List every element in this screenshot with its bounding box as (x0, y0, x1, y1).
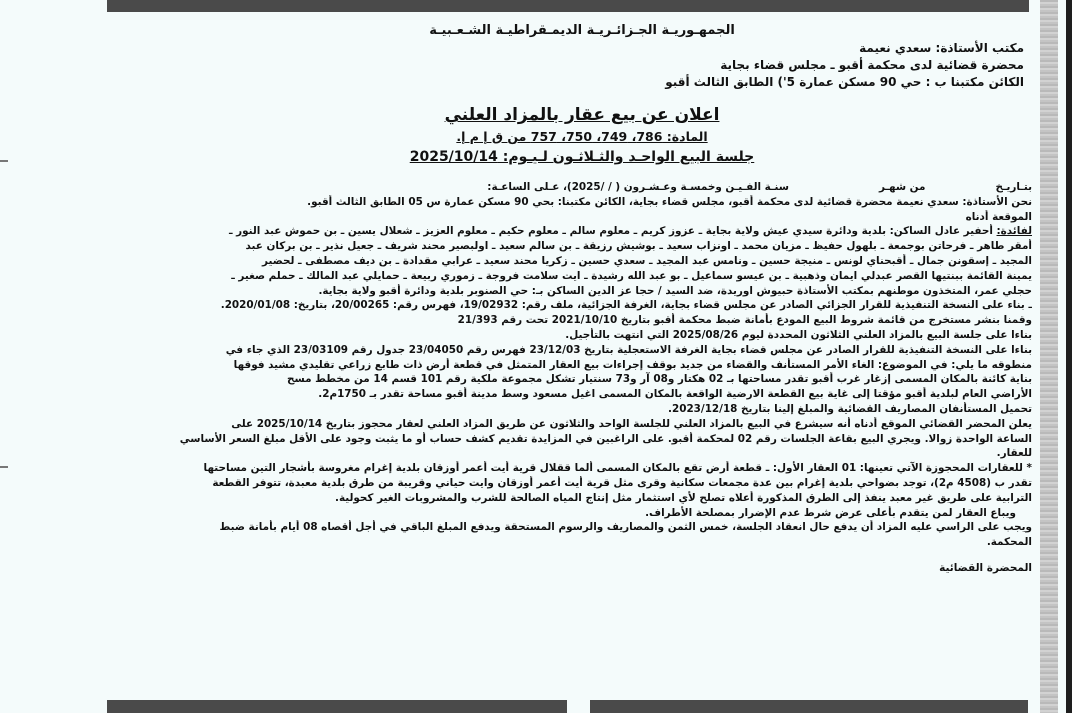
beneficiaries-label: لفائدة: (996, 225, 1032, 238)
bailiff-office-name: مكتب الأستاذة: سعدي نعيمة (859, 41, 1024, 55)
scan-bottom-border-left (107, 700, 567, 713)
scan-top-border (107, 0, 1029, 12)
basis-line: وقمنا بنشر مستخرج من قائمة شروط البيع المودع بأمانة ضبط محكمة أقبو بتاريخ 2021/10/10 تحت رقم 21/393 (457, 314, 1032, 327)
date-label: بتـاريـخ (995, 181, 1032, 193)
notice-title: اعلان عن بيع عقار بالمزاد العلني (444, 105, 720, 125)
notice-titles (132, 103, 1032, 168)
paragraph: نحن الأستاذة: سعدي نعيمة محضرة قضائية لدى محكمة أقبو، مجلس قضاء بجاية، الكائن مكتبنا: بحي 90 مسكن عمارة س 05 الطابق الثالث أقبو. (307, 195, 1032, 208)
property-line: * للعقارات المحجوزة الآتي تعينها: 01 العقار الأول: ـ قطعة أرض تقع بالمكان المسمى ألما ققلال قرية أيت أعمر أوزقان بلدية إغرام مغروسة بأشجار التين مساحتها (203, 462, 1032, 475)
property-line: تقدر ب (4508 م2)، توجد بضواحي بلدية إغرام بين عدة مجمعات سكانية وقرى مثل قرية أيت أعمر أوزقان وايت حياني وقريبة من طرق بلدية معبدة، تتوفر القطعة (212, 476, 1032, 489)
basis-line: منطوقه ما يلي: في الموضوع: الغاء الأمر المستأنف والقضاء من جديد بوقف إجراءات بيع العقار المتمثل في قطعة أرض ذات طابع زراعي تقليدي مشيد فوقها (233, 358, 1032, 371)
basis-line: الأراضي العام لبلدية أقبو مؤقتا إلى غاية بيع القطعة الارضية الواقعة بالمكان المسمى اغيل مسعود وسط مدينة أقبو مساحة تقدر بـ 1750م2. (318, 388, 1032, 401)
session-date-title: جلسة البيع الواحـد والثـلاثـون لـيـوم: 2025/10/14 (409, 149, 755, 165)
basis-line: بناءا على جلسة البيع بالمزاد العلني الثلاثون المحددة ليوم 2025/08/26 التي انتهت بالتأجيل. (565, 328, 1032, 341)
basis-line: بناءا على النسخة التنفيذية للقرار الصادر عن مجلس قضاء بجاية الغرفة الاستعجلية بتاريخ 23/12/03 فهرس رقم 23/04050 جدول رقم 23/03109 الذي جاء في (225, 343, 1032, 356)
payment-line: المحكمة. (986, 536, 1032, 549)
legal-articles: المادة: 786، 749، 750، 757 من ق إ م إ. (456, 129, 708, 144)
beneficiaries-text: أحفير عادل الساكن: بلدية ودائرة سيدي عيش ولاية بجاية ـ عزوز كريم ـ معلوم سالم ـ معلوم حكيم ـ معلوم العزيز ـ شعلال يسين ـ بن حموش عبد النور ـ (228, 225, 997, 238)
beneficiaries-line: حجلي عمر، المتخذون موطنهم بمكتب الأستاذة حبيوش اوريدة، ضد السيد / حجا عز الدين الساكن بـ: حي الصنوبر بلدية ودائرة أقبو ولاية بجاية. (318, 284, 1032, 297)
property-line: ويباع العقار لمن يتقدم بأعلى عرض شرط عدم الإضرار بمصلحة الأطراف. (645, 506, 1016, 519)
beneficiaries-line: المجيد ـ إسقونن جمال ـ أقبحناي لونس ـ منيجة حسين ـ ونامس عبد المجيد ـ سعدي حسين ـ زكريا محند سعيد ـ عرابي مقدادة ـ بن ديف مصطفى ـ لحضير (262, 254, 1032, 267)
scan-right-edge (1066, 0, 1072, 713)
basis-line: تحميل المستأنفان المصاريف القضائية والمبلغ إلينا بتاريخ 2023/12/18. (668, 402, 1032, 415)
announcement-line: للعقار. (996, 447, 1032, 460)
announcement-line: الساعة الواحدة زوالا. ويجري البيع بقاعة الجلسات رقم 02 لمحكمة أقبو. على الراغبين في المزايدة تقديم كشف حساب أو ما يثبت وجود على الأقل مبلغ السعر الأساسي (179, 432, 1032, 445)
scan-bottom-border-right (590, 700, 1028, 713)
beneficiaries-line (132, 224, 1032, 239)
property-line: الترابية على طريق غير معبد ينفذ إلى الطرق المذكورة أعلاه تصلح لأي استثمار مثل إنتاج المياه الصالحة للشرب والمشروبات الغير كحولية. (335, 491, 1032, 504)
month-label: من شهـر (878, 181, 926, 193)
beneficiaries-line: يمينة القائمة ببنتيها القصر عبدلي ايمان وذهبية ـ بن عيسو سماعيل ـ بو عبد الله رشيدة ـ ايت سلامت فروجة ـ زموري ربيعة ـ حمايلي عبد المالك ـ حملم صغير ـ (231, 269, 1032, 282)
republic-heading: الجمهـوريـة الجـزائـريـة الديمـقراطيـة الشـعـبيـة (429, 23, 735, 38)
notice-body (132, 180, 1032, 550)
payment-line: ويجب على الراسي عليه المزاد أن يدفع حال انعقاد الجلسة، خمس الثمن والمصاريف والرسوم المستحقة ويدفع المبلغ الباقي في أجل أقصاه 08 أيام بأمانة ضبط (219, 521, 1032, 534)
beneficiaries-line: أمقر طاهر ـ فرحاتن بوجمعة ـ بلهول حفيظ ـ مزيان محمد ـ اونزاب سعيد ـ بوشيش رزيقة ـ بن سالم سعيد ـ اولبصير محند شريف ـ جعيل نذير ـ بن بركان عبد (245, 240, 1032, 253)
basis-line: ـ بناء على النسخة التنفيذية للقرار الجزائي الصادر عن مجلس قضاء بجاية، الغرفة الجزائية، ملف رقم: 19/02932، فهرس رقم: 20/00265، بتاريخ: 2020/01/08. (220, 299, 1032, 312)
basis-line: بناية كائنة بالمكان المسمى إزغار غرب أقبو تقدر مساحتها بـ 02 هكتار و08 آر و73 سنتيار تشكل مجموعة ملكية رقم 101 قسم 14 من مخطط مسح (287, 373, 1032, 386)
date-line (132, 180, 1032, 195)
auction-notice-document (132, 18, 1032, 678)
year-label: سنـة الفـيـن وخمسـة وعـشـرون ( / /2025)، عـلى الساعـة: (487, 181, 789, 193)
bailiff-role: محضرة قضائية لدى محكمة أقبو ـ مجلس قضاء بجاية (720, 58, 1024, 72)
scan-speck (0, 160, 8, 162)
bailiff-address: الكائن مكتبنا ب : حي 90 مسكن عمارة 5') الطابق الثالث أقبو (665, 75, 1024, 89)
scan-speck (0, 466, 8, 468)
announcement-line: يعلن المحضر القضائي الموقع أدناه أنه سيشرع في البيع بالمزاد العلني للجلسة الواحد والثلاثون عن طريق المزاد العلني لعقار محجوز بتاريخ 2025/10/14 على (231, 417, 1032, 430)
scan-right-strip (1040, 0, 1058, 713)
signature-label: المحضرة القضائية (939, 561, 1032, 574)
paragraph: الموقعة أدناه (965, 210, 1032, 223)
